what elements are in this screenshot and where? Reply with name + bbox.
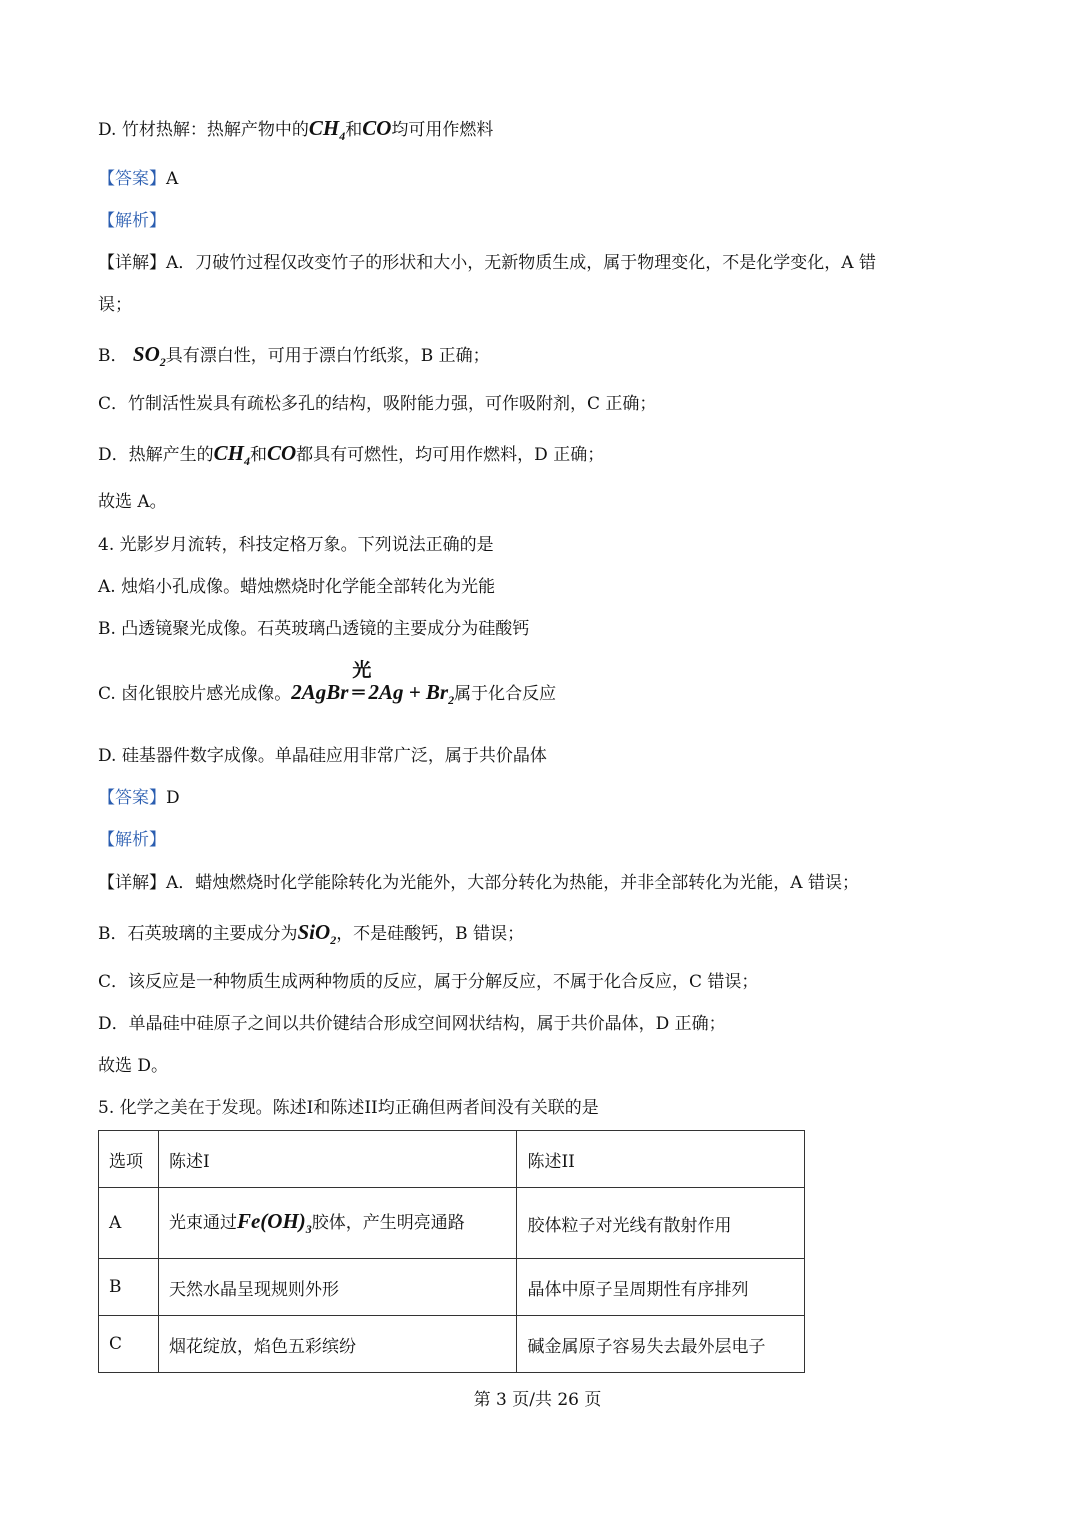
q4-stem: 4. 光影岁月流转，科技定格万象。下列说法正确的是: [98, 535, 494, 555]
row-statement-1: 光束通过$Fe(OH)_3$胶体，产生明亮通路: [158, 1188, 517, 1259]
chem-ch4: $CH_4$: [308, 116, 346, 144]
chem-sio2: SiO$_2$: [297, 920, 337, 948]
q3-option-d: [98, 116, 493, 148]
chem-2agbr: 2AgBr: [291, 680, 349, 704]
q4-option-b: B. 凸透镜聚光成像。石英玻璃凸透镜的主要成分为硅酸钙: [98, 619, 530, 639]
chem-feoh3: $Fe(OH)_3$: [236, 1209, 312, 1237]
reaction-arrow: 光 ═: [352, 659, 372, 704]
chem-ch4: $CH_4$: [213, 441, 250, 469]
reaction-condition: 光: [352, 659, 372, 681]
row-statement-2: 胶体粒子对光线有散射作用: [517, 1188, 805, 1259]
q4-option-a: A. 烛焰小孔成像。蜡烛燃烧时化学能全部转化为光能: [98, 577, 496, 597]
header-option: 选项: [99, 1131, 159, 1188]
q3-option-d-and: 和: [345, 120, 363, 140]
row-statement-2: 晶体中原子呈周期性有序排列: [517, 1259, 805, 1316]
q3-detail-a: [98, 251, 876, 275]
q4-option-c: C. 卤化银胶片感光成像。2AgBr 光 ═ $2Ag + Br_2$属于化合反应: [98, 659, 557, 708]
detail-a-text: A．刀破竹过程仅改变竹子的形状和大小，无新物质生成，属于物理变化，不是化学变化，A 错: [166, 253, 876, 273]
row-statement-1: 烟花绽放，焰色五彩缤纷: [158, 1316, 517, 1373]
chem-co: CO: [362, 116, 392, 140]
q3-detail-b: B． $SO_2$具有漂白性，可用于漂白竹纸浆，B 正确；: [98, 342, 490, 370]
header-statement-1: 陈述I: [158, 1131, 517, 1188]
q4-detail-d: D．单晶硅中硅原子之间以共价键结合形成空间网状结构，属于共价晶体，D 正确；: [98, 1014, 726, 1034]
detail-label: 【详解】: [98, 873, 166, 893]
q4-detail-c: C．该反应是一种物质生成两种物质的反应，属于分解反应，不属于化合反应，C 错误；: [98, 972, 759, 992]
table-header-row: [99, 1131, 805, 1188]
answer-label: 【答案】: [98, 169, 166, 189]
q3-analysis-label: 【解析】: [98, 211, 166, 231]
row-option: A: [99, 1188, 159, 1259]
q4-detail-a: 【详解】A．蜡烛燃烧时化学能除转化为光能外，大部分转化为热能，并非全部转化为光能，A 错误；: [98, 873, 859, 893]
answer-value: D: [166, 788, 180, 808]
answer-label: 【答案】: [98, 788, 166, 808]
detail-label: 【详解】: [98, 253, 166, 273]
q3-detail-a-cont: 误；: [98, 295, 132, 315]
q5-options-table: [98, 1130, 805, 1373]
chem-products: $2Ag + Br_2$: [368, 680, 455, 708]
row-option: C: [99, 1316, 159, 1373]
q3-detail-d: D．热解产生的$CH_4$和CO都具有可燃性，均可用作燃料，D 正确；: [98, 441, 605, 469]
table-row-c: [99, 1316, 805, 1373]
answer-value: A: [166, 169, 179, 189]
q5-stem: 5. 化学之美在于发现。陈述I和陈述II均正确但两者间没有关联的是: [98, 1098, 599, 1118]
q3-option-d-text: D. 竹材热解：热解产物中的: [98, 120, 309, 140]
page-footer: 第 3 页/共 26 页: [473, 1390, 602, 1410]
chem-co: CO: [266, 441, 297, 465]
row-option: B: [99, 1259, 159, 1316]
q3-choose: 故选 A。: [98, 492, 167, 512]
table-row-b: [99, 1259, 805, 1316]
table-row-a: [99, 1188, 805, 1259]
q3-detail-c: C．竹制活性炭具有疏松多孔的结构，吸附能力强，可作吸附剂，C 正确；: [98, 394, 657, 414]
q3-answer: [98, 167, 178, 191]
row-statement-2: 碱金属原子容易失去最外层电子: [517, 1316, 805, 1373]
q4-answer: [98, 786, 180, 810]
header-statement-2: 陈述II: [517, 1131, 805, 1188]
q4-choose: 故选 D。: [98, 1056, 169, 1076]
q4-analysis-label: 【解析】: [98, 830, 166, 850]
row-statement-1: 天然水晶呈现规则外形: [158, 1259, 517, 1316]
q4-detail-b: B．石英玻璃的主要成分为SiO$_2$，不是硅酸钙，B 错误；: [98, 920, 525, 948]
q3-option-d-suffix: 均可用作燃料: [391, 120, 494, 140]
q4-option-d: D. 硅基器件数字成像。单晶硅应用非常广泛，属于共价晶体: [98, 746, 547, 766]
chem-so2: $SO_2$: [132, 342, 166, 370]
